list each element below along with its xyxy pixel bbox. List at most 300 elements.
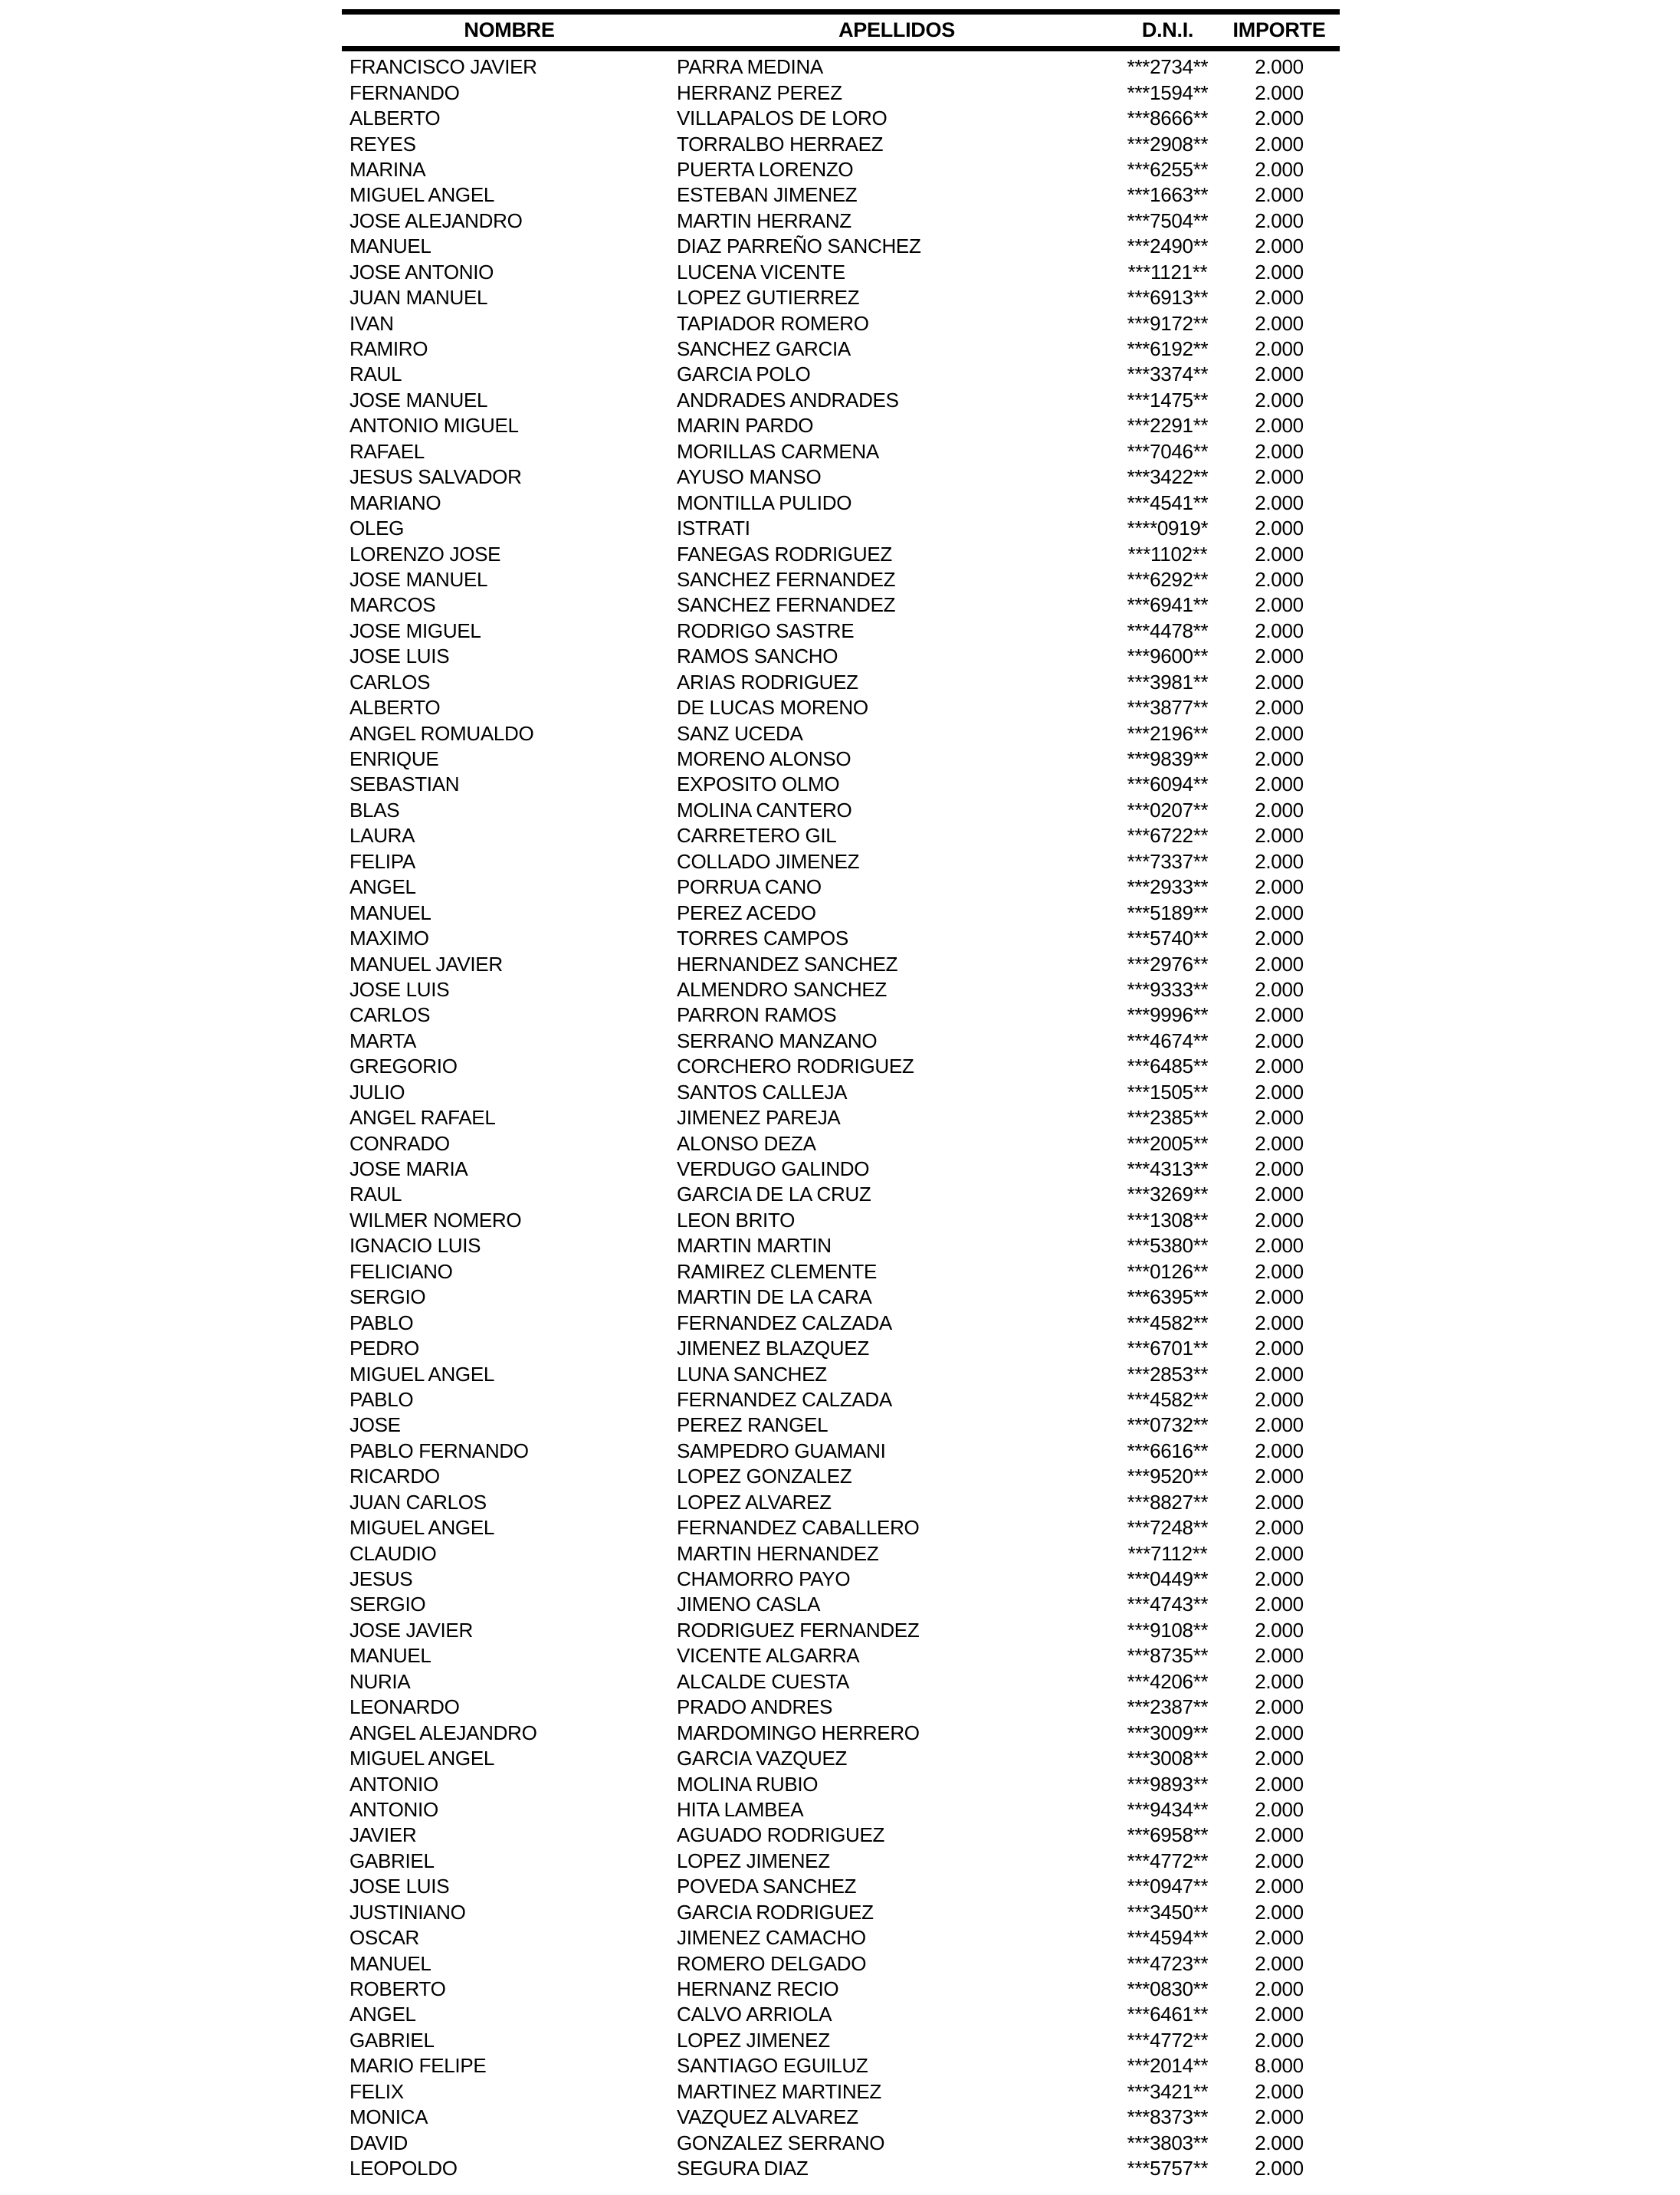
cell-importe: 2.000 [1255, 1234, 1304, 1258]
cell-apellidos: PEREZ RANGEL [677, 1413, 829, 1437]
cell-dni: ***0732** [1127, 1413, 1209, 1437]
cell-importe: 2.000 [1255, 1311, 1304, 1334]
cell-dni: ***4723** [1127, 1951, 1209, 1975]
cell-apellidos: ESTEBAN JIMENEZ [677, 183, 858, 207]
cell-nombre: SERGIO [349, 1285, 426, 1309]
cell-nombre: OLEG [349, 517, 405, 540]
cell-importe: 2.000 [1255, 593, 1304, 617]
table-header-rule [342, 46, 1340, 51]
cell-apellidos: AGUADO RODRIGUEZ [677, 1823, 885, 1847]
table-row [342, 926, 1340, 951]
cell-importe: 2.000 [1255, 1951, 1304, 1975]
table-row [342, 618, 1340, 644]
cell-apellidos: SANCHEZ FERNANDEZ [677, 593, 896, 617]
cell-importe: 2.000 [1255, 542, 1304, 566]
table-top-rule [342, 9, 1340, 15]
cell-importe: 2.000 [1255, 107, 1304, 130]
cell-apellidos: MARTIN MARTIN [677, 1234, 832, 1258]
table-row [342, 849, 1340, 874]
table-row [342, 362, 1340, 387]
cell-importe: 2.000 [1255, 1131, 1304, 1155]
cell-dni: ***4772** [1127, 2028, 1209, 2052]
cell-importe: 2.000 [1255, 1849, 1304, 1872]
cell-nombre: ANTONIO [349, 1772, 438, 1796]
cell-dni: ***8827** [1127, 1490, 1209, 1514]
cell-dni: ***7046** [1127, 439, 1209, 463]
cell-apellidos: MARTIN HERNANDEZ [677, 1541, 879, 1565]
cell-nombre: MIGUEL ANGEL [349, 1362, 495, 1386]
cell-apellidos: ALMENDRO SANCHEZ [677, 977, 888, 1001]
cell-apellidos: PUERTA LORENZO [677, 157, 854, 181]
cell-dni: ***1308** [1127, 1208, 1209, 1232]
table-row [342, 772, 1340, 797]
cell-apellidos: EXPOSITO OLMO [677, 773, 840, 796]
table-row [342, 413, 1340, 438]
cell-dni: ***2291** [1127, 414, 1209, 438]
cell-nombre: JUAN MANUEL [349, 286, 488, 310]
cell-dni: ***9108** [1127, 1618, 1209, 1642]
cell-nombre: CONRADO [349, 1131, 450, 1155]
cell-importe: 2.000 [1255, 1900, 1304, 1924]
cell-importe: 2.000 [1255, 696, 1304, 720]
cell-importe: 2.000 [1255, 1541, 1304, 1565]
table-row [342, 1797, 1340, 1823]
cell-dni: ***3374** [1127, 363, 1209, 386]
table-row [342, 1233, 1340, 1258]
cell-importe: 2.000 [1255, 235, 1304, 258]
header-apellidos: APELLIDOS [838, 18, 955, 41]
cell-apellidos: FERNANDEZ CALZADA [677, 1387, 892, 1411]
cell-dni: ***3981** [1127, 670, 1209, 694]
cell-dni: ***2490** [1127, 235, 1209, 258]
cell-importe: 2.000 [1255, 1695, 1304, 1719]
cell-apellidos: MARIN PARDO [677, 414, 814, 438]
table-row [342, 798, 1340, 823]
table-row [342, 541, 1340, 566]
cell-dni: ***1663** [1127, 183, 1209, 207]
cell-importe: 2.000 [1255, 1644, 1304, 1668]
cell-nombre: JOSE MARIA [349, 1157, 468, 1181]
cell-nombre: RAUL [349, 363, 402, 386]
table-row [342, 1080, 1340, 1105]
cell-importe: 2.000 [1255, 2079, 1304, 2103]
cell-apellidos: JIMENEZ PAREJA [677, 1106, 841, 1130]
cell-dni: ***1121** [1127, 260, 1208, 284]
cell-importe: 2.000 [1255, 1362, 1304, 1386]
cell-dni: ***1505** [1127, 1080, 1209, 1104]
cell-importe: 2.000 [1255, 311, 1304, 335]
cell-importe: 2.000 [1255, 1285, 1304, 1309]
cell-nombre: ALBERTO [349, 696, 441, 720]
cell-nombre: PABLO [349, 1311, 414, 1334]
cell-nombre: JOSE MANUEL [349, 388, 488, 412]
cell-dni: ***0207** [1127, 798, 1209, 822]
cell-dni: ****0919* [1127, 517, 1209, 540]
cell-nombre: MIGUEL ANGEL [349, 1516, 495, 1540]
cell-apellidos: RODRIGO SASTRE [677, 618, 855, 642]
cell-importe: 2.000 [1255, 1465, 1304, 1488]
cell-apellidos: LOPEZ GONZALEZ [677, 1465, 852, 1488]
cell-importe: 2.000 [1255, 824, 1304, 848]
cell-importe: 2.000 [1255, 1797, 1304, 1821]
table-row [342, 54, 1340, 80]
table-row [342, 2079, 1340, 2105]
cell-dni: ***5380** [1127, 1234, 1209, 1258]
cell-importe: 2.000 [1255, 1721, 1304, 1744]
table-row [342, 1439, 1340, 1464]
table-row [342, 1310, 1340, 1335]
cell-apellidos: JIMENEZ CAMACHO [677, 1926, 866, 1950]
cell-dni: ***7504** [1127, 208, 1209, 232]
cell-nombre: MAXIMO [349, 927, 429, 950]
cell-nombre: GABRIEL [349, 1849, 435, 1872]
table-row [342, 977, 1340, 1002]
cell-apellidos: SANCHEZ FERNANDEZ [677, 567, 896, 591]
cell-importe: 2.000 [1255, 849, 1304, 873]
cell-importe: 2.000 [1255, 337, 1304, 361]
cell-dni: ***2933** [1127, 875, 1209, 899]
cell-apellidos: PEREZ ACEDO [677, 901, 816, 924]
cell-nombre: ANGEL [349, 2003, 416, 2026]
cell-nombre: FELIPA [349, 849, 415, 873]
cell-dni: ***4541** [1127, 491, 1209, 514]
cell-apellidos: MOLINA RUBIO [677, 1772, 819, 1796]
table-row [342, 1823, 1340, 1848]
cell-importe: 2.000 [1255, 363, 1304, 386]
cell-dni: ***9520** [1127, 1465, 1209, 1488]
cell-dni: ***2387** [1127, 1695, 1209, 1719]
cell-nombre: PABLO [349, 1387, 414, 1411]
cell-apellidos: GARCIA RODRIGUEZ [677, 1900, 874, 1924]
table-row [342, 746, 1340, 772]
cell-apellidos: MARTIN DE LA CARA [677, 1285, 872, 1309]
table-row [342, 1285, 1340, 1310]
cell-dni: ***9172** [1127, 311, 1209, 335]
cell-nombre: CARLOS [349, 670, 431, 694]
cell-importe: 2.000 [1255, 977, 1304, 1001]
cell-importe: 2.000 [1255, 2105, 1304, 2129]
table-row [342, 670, 1340, 695]
cell-dni: ***4478** [1127, 618, 1209, 642]
table-row [342, 874, 1340, 900]
cell-importe: 2.000 [1255, 1747, 1304, 1770]
cell-nombre: MANUEL [349, 1644, 431, 1668]
cell-nombre: ANGEL ALEJANDRO [349, 1721, 537, 1744]
cell-dni: ***3450** [1127, 1900, 1209, 1924]
header-dni: D.N.I. [1141, 18, 1194, 41]
cell-nombre: ANTONIO MIGUEL [349, 414, 519, 438]
cell-nombre: MIGUEL ANGEL [349, 1747, 495, 1770]
cell-importe: 2.000 [1255, 1157, 1304, 1181]
cell-importe: 2.000 [1255, 1029, 1304, 1052]
cell-dni: ***7112** [1127, 1541, 1208, 1565]
table-row [342, 1849, 1340, 1874]
table-row [342, 1029, 1340, 1054]
cell-importe: 2.000 [1255, 132, 1304, 156]
table-row [342, 1951, 1340, 1976]
cell-importe: 2.000 [1255, 1080, 1304, 1104]
cell-dni: ***4582** [1127, 1387, 1209, 1411]
cell-nombre: CLAUDIO [349, 1541, 437, 1565]
header-nombre: NOMBRE [464, 18, 555, 41]
cell-dni: ***3009** [1127, 1721, 1209, 1744]
cell-importe: 2.000 [1255, 439, 1304, 463]
cell-nombre: NURIA [349, 1669, 411, 1693]
beneficiaries-table [342, 9, 1340, 2181]
table-row [342, 900, 1340, 925]
cell-importe: 2.000 [1255, 567, 1304, 591]
table-row [342, 695, 1340, 720]
cell-dni: ***2014** [1127, 2054, 1209, 2078]
cell-dni: ***3269** [1127, 1183, 1209, 1206]
cell-dni: ***9600** [1127, 645, 1209, 668]
cell-apellidos: LOPEZ JIMENEZ [677, 1849, 830, 1872]
cell-apellidos: GONZALEZ SERRANO [677, 2131, 885, 2154]
cell-apellidos: LEON BRITO [677, 1208, 796, 1232]
cell-apellidos: RAMOS SANCHO [677, 645, 838, 668]
table-row [342, 2105, 1340, 2130]
table-body [342, 51, 1340, 2181]
cell-importe: 2.000 [1255, 1259, 1304, 1283]
cell-dni: ***0126** [1127, 1259, 1209, 1283]
cell-apellidos: LOPEZ ALVAREZ [677, 1490, 832, 1514]
cell-importe: 2.000 [1255, 491, 1304, 514]
cell-importe: 2.000 [1255, 773, 1304, 796]
cell-importe: 2.000 [1255, 875, 1304, 899]
cell-nombre: ROBERTO [349, 1977, 446, 2001]
table-row [342, 592, 1340, 618]
cell-dni: ***4772** [1127, 1849, 1209, 1872]
cell-importe: 2.000 [1255, 465, 1304, 489]
cell-nombre: JOSE ANTONIO [349, 260, 494, 284]
cell-importe: 2.000 [1255, 2028, 1304, 2052]
cell-apellidos: HERNANZ RECIO [677, 1977, 839, 2001]
cell-apellidos: PORRUA CANO [677, 875, 822, 899]
cell-dni: ***3803** [1127, 2131, 1209, 2154]
cell-dni: ***5189** [1127, 901, 1209, 924]
table-row [342, 80, 1340, 105]
table-row [342, 2002, 1340, 2027]
cell-nombre: RAFAEL [349, 439, 425, 463]
table-row [342, 567, 1340, 592]
cell-dni: ***9434** [1127, 1797, 1209, 1821]
cell-apellidos: TORRES CAMPOS [677, 927, 848, 950]
cell-importe: 2.000 [1255, 2157, 1304, 2180]
cell-importe: 2.000 [1255, 927, 1304, 950]
cell-nombre: ANGEL RAFAEL [349, 1106, 496, 1130]
cell-importe: 2.000 [1255, 80, 1304, 104]
cell-dni: ***9333** [1127, 977, 1209, 1001]
table-row [342, 208, 1340, 234]
cell-dni: ***6913** [1127, 286, 1209, 310]
cell-apellidos: LUNA SANCHEZ [677, 1362, 827, 1386]
cell-apellidos: DIAZ PARREÑO SANCHEZ [677, 235, 921, 258]
table-row [342, 1567, 1340, 1592]
cell-dni: ***6722** [1127, 824, 1209, 848]
cell-dni: ***1594** [1127, 80, 1209, 104]
cell-nombre: RAMIRO [349, 337, 428, 361]
cell-dni: ***3877** [1127, 696, 1209, 720]
cell-apellidos: LOPEZ JIMENEZ [677, 2028, 830, 2052]
table-row [342, 1540, 1340, 1566]
cell-apellidos: SANCHEZ GARCIA [677, 337, 851, 361]
cell-importe: 2.000 [1255, 260, 1304, 284]
table-row [342, 157, 1340, 182]
cell-dni: ***2196** [1127, 721, 1209, 745]
cell-dni: ***4313** [1127, 1157, 1209, 1181]
cell-importe: 2.000 [1255, 952, 1304, 976]
cell-apellidos: GARCIA DE LA CRUZ [677, 1183, 871, 1206]
cell-apellidos: MONTILLA PULIDO [677, 491, 852, 514]
cell-dni: ***1102** [1127, 542, 1208, 566]
cell-apellidos: CARRETERO GIL [677, 824, 837, 848]
cell-apellidos: CHAMORRO PAYO [677, 1567, 851, 1591]
cell-importe: 2.000 [1255, 798, 1304, 822]
table-row [342, 1105, 1340, 1130]
cell-nombre: JUSTINIANO [349, 1900, 466, 1924]
table-row [342, 310, 1340, 336]
table-row [342, 1490, 1340, 1515]
cell-dni: ***6292** [1127, 567, 1209, 591]
table-row [342, 1515, 1340, 1540]
cell-nombre: MANUEL [349, 235, 431, 258]
cell-dni: ***2734** [1127, 55, 1209, 79]
table-header-row [342, 15, 1340, 46]
table-row [342, 464, 1340, 490]
cell-importe: 2.000 [1255, 286, 1304, 310]
cell-importe: 2.000 [1255, 1669, 1304, 1693]
cell-importe: 2.000 [1255, 1439, 1304, 1462]
table-row [342, 439, 1340, 464]
cell-dni: ***2853** [1127, 1362, 1209, 1386]
cell-nombre: JOSE JAVIER [349, 1618, 473, 1642]
table-row [342, 1643, 1340, 1668]
cell-dni: ***4743** [1127, 1593, 1209, 1616]
cell-dni: ***3008** [1127, 1747, 1209, 1770]
cell-importe: 2.000 [1255, 1567, 1304, 1591]
cell-importe: 2.000 [1255, 1490, 1304, 1514]
table-row [342, 823, 1340, 848]
cell-apellidos: SAMPEDRO GUAMANI [677, 1439, 886, 1462]
cell-apellidos: PARRA MEDINA [677, 55, 823, 79]
cell-nombre: GABRIEL [349, 2028, 435, 2052]
cell-dni: ***6941** [1127, 593, 1209, 617]
table-row [342, 1464, 1340, 1489]
cell-dni: ***1475** [1127, 388, 1209, 412]
cell-apellidos: RODRIGUEZ FERNANDEZ [677, 1618, 920, 1642]
cell-nombre: PABLO FERNANDO [349, 1439, 529, 1462]
cell-dni: ***4206** [1127, 1669, 1209, 1693]
cell-nombre: LEOPOLDO [349, 2157, 458, 2180]
cell-apellidos: JIMENEZ BLAZQUEZ [677, 1337, 869, 1360]
cell-apellidos: MORENO ALONSO [677, 747, 851, 771]
cell-apellidos: MARTIN HERRANZ [677, 208, 851, 232]
table-row [342, 1412, 1340, 1438]
cell-nombre: MANUEL [349, 901, 431, 924]
cell-importe: 2.000 [1255, 388, 1304, 412]
table-row [342, 951, 1340, 976]
cell-nombre: WILMER NOMERO [349, 1208, 522, 1232]
table-row [342, 1182, 1340, 1207]
cell-nombre: ANTONIO [349, 1797, 438, 1821]
cell-nombre: FRANCISCO JAVIER [349, 55, 537, 79]
table-row [342, 1054, 1340, 1079]
table-row [342, 131, 1340, 156]
cell-nombre: OSCAR [349, 1926, 419, 1950]
cell-nombre: IGNACIO LUIS [349, 1234, 481, 1258]
cell-dni: ***6485** [1127, 1055, 1209, 1078]
cell-dni: ***6255** [1127, 157, 1209, 181]
cell-apellidos: VICENTE ALGARRA [677, 1644, 860, 1668]
cell-nombre: MIGUEL ANGEL [349, 183, 495, 207]
table-row [342, 1900, 1340, 1925]
table-row [342, 720, 1340, 746]
cell-nombre: JOSE MANUEL [349, 567, 488, 591]
cell-nombre: ANGEL ROMUALDO [349, 721, 534, 745]
cell-importe: 2.000 [1255, 157, 1304, 181]
cell-dni: ***3422** [1127, 465, 1209, 489]
cell-apellidos: ALCALDE CUESTA [677, 1669, 850, 1693]
cell-importe: 2.000 [1255, 1875, 1304, 1898]
cell-nombre: LORENZO JOSE [349, 542, 501, 566]
cell-importe: 2.000 [1255, 1208, 1304, 1232]
cell-apellidos: GARCIA VAZQUEZ [677, 1747, 848, 1770]
cell-dni: ***9893** [1127, 1772, 1209, 1796]
table-row [342, 260, 1340, 285]
cell-dni: ***6701** [1127, 1337, 1209, 1360]
cell-nombre: MONICA [349, 2105, 428, 2129]
cell-nombre: SEBASTIAN [349, 773, 460, 796]
cell-apellidos: SANTOS CALLEJA [677, 1080, 848, 1104]
cell-importe: 2.000 [1255, 517, 1304, 540]
cell-importe: 2.000 [1255, 901, 1304, 924]
cell-dni: ***6395** [1127, 1285, 1209, 1309]
table-row [342, 234, 1340, 259]
table-row [342, 1720, 1340, 1745]
cell-dni: ***8666** [1127, 107, 1209, 130]
table-row [342, 2156, 1340, 2181]
cell-importe: 2.000 [1255, 1926, 1304, 1950]
cell-nombre: IVAN [349, 311, 394, 335]
table-row [342, 1874, 1340, 1899]
cell-apellidos: CORCHERO RODRIGUEZ [677, 1055, 914, 1078]
cell-importe: 2.000 [1255, 1593, 1304, 1616]
cell-nombre: JESUS [349, 1567, 413, 1591]
cell-dni: ***8373** [1127, 2105, 1209, 2129]
cell-dni: ***9839** [1127, 747, 1209, 771]
cell-apellidos: ALONSO DEZA [677, 1131, 816, 1155]
cell-dni: ***6616** [1127, 1439, 1209, 1462]
cell-nombre: ENRIQUE [349, 747, 439, 771]
cell-apellidos: VERDUGO GALINDO [677, 1157, 870, 1181]
cell-importe: 2.000 [1255, 1772, 1304, 1796]
cell-dni: ***7248** [1127, 1516, 1209, 1540]
cell-importe: 2.000 [1255, 1516, 1304, 1540]
table-row [342, 1259, 1340, 1285]
cell-dni: ***6192** [1127, 337, 1209, 361]
cell-dni: ***7337** [1127, 849, 1209, 873]
cell-apellidos: FERNANDEZ CALZADA [677, 1311, 892, 1334]
table-row [342, 1746, 1340, 1771]
cell-apellidos: SANTIAGO EGUILUZ [677, 2054, 868, 2078]
cell-apellidos: LUCENA VICENTE [677, 260, 845, 284]
cell-importe: 2.000 [1255, 721, 1304, 745]
cell-dni: ***6461** [1127, 2003, 1209, 2026]
cell-importe: 2.000 [1255, 670, 1304, 694]
table-row [342, 1925, 1340, 1951]
cell-apellidos: MOLINA CANTERO [677, 798, 852, 822]
cell-apellidos: VILLAPALOS DE LORO [677, 107, 888, 130]
